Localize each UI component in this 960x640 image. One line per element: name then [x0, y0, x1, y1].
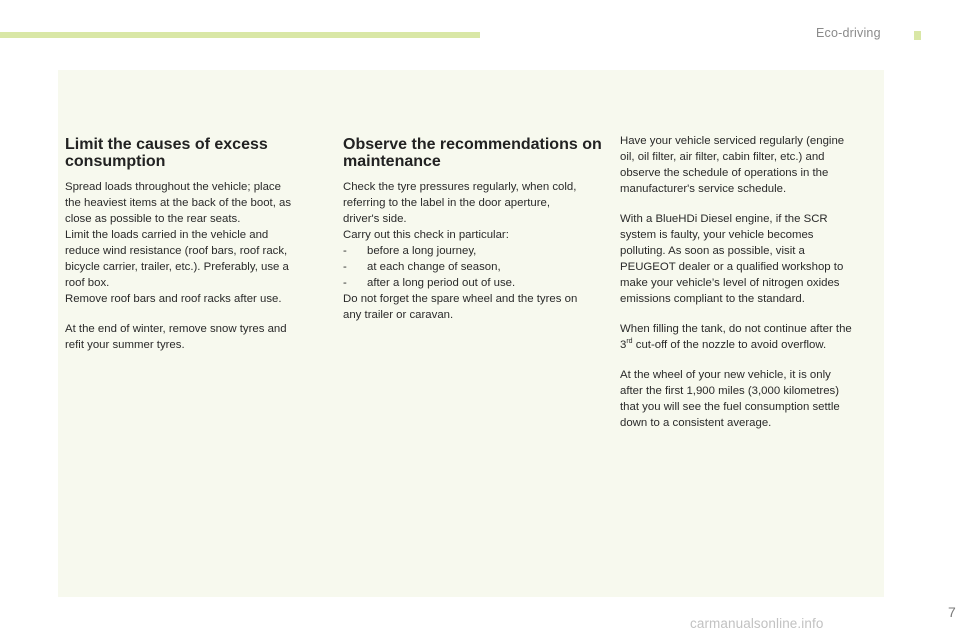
text-line: Check the tyre pressures regularly, when cold, [343, 181, 577, 193]
text-line: referring to the label in the door aperture, [343, 197, 551, 209]
text-line: Limit the loads carried in the vehicle and [65, 229, 269, 241]
column-maintenance [343, 136, 605, 323]
list-item: - at each change of season, [343, 259, 605, 275]
paragraph-spare-wheel [343, 291, 605, 323]
section-title: Eco-driving [816, 26, 881, 40]
text-line: Remove roof bars and roof racks after use. [65, 293, 282, 305]
text-line: Do not forget the spare wheel and the tyres on [343, 293, 578, 305]
check-list [343, 243, 605, 291]
text-line: any trailer or caravan. [343, 309, 454, 321]
text-line: make your vehicle’s level of nitrogen oxides [620, 277, 840, 289]
paragraph-servicing [620, 133, 880, 197]
list-item: - before a long journey, [343, 243, 605, 259]
text-line: cut-off of the nozzle to avoid overflow. [632, 339, 827, 351]
text-line: At the end of winter, remove snow tyres and [65, 323, 287, 335]
header-accent-bar [0, 32, 480, 38]
text-line: bicycle carrier, trailer, etc.). Preferably, use a [65, 261, 289, 273]
paragraph-tyre-pressure [343, 179, 605, 243]
page-number: 7 [948, 604, 956, 620]
text-line: oil, oil filter, air filter, cabin filter, etc.) and [620, 151, 825, 163]
text-line: refit your summer tyres. [65, 339, 185, 351]
text-line: down to a consistent average. [620, 417, 772, 429]
paragraph-bluehdi [620, 211, 880, 307]
text-line: observe the schedule of operations in the [620, 167, 829, 179]
section-marker [914, 31, 921, 40]
list-item: - after a long period out of use. [343, 275, 605, 291]
text-line: driver's side. [343, 213, 407, 225]
text-line: close as possible to the rear seats. [65, 213, 241, 225]
text-line: Spread loads throughout the vehicle; place [65, 181, 281, 193]
text-line: At the wheel of your new vehicle, it is only [620, 369, 831, 381]
text-line: roof box. [65, 277, 110, 289]
text-line: that you will see the fuel consumption settle [620, 401, 840, 413]
text-line: With a BlueHDi Diesel engine, if the SCR [620, 213, 828, 225]
column-servicing [620, 133, 880, 431]
heading-maintenance: Observe the recommendations on maintenance [343, 136, 602, 170]
heading-excess-consumption: Limit the causes of excess consumption [65, 136, 268, 170]
text-line: reduce wind resistance (roof bars, roof rack, [65, 245, 288, 257]
paragraph-tyres-season [65, 321, 327, 353]
text-line: emissions compliant to the standard. [620, 293, 805, 305]
text-line: Carry out this check in particular: [343, 229, 509, 241]
paragraph-loads [65, 179, 327, 307]
ordinal-suffix: rd [626, 338, 633, 346]
text-line: manufacturer's service schedule. [620, 183, 787, 195]
column-excess-consumption [65, 136, 327, 353]
text-line: 3 [620, 339, 627, 351]
text-line: Have your vehicle serviced regularly (engine [620, 135, 845, 147]
text-line: system is faulty, your vehicle becomes [620, 229, 814, 241]
text-line: PEUGEOT dealer or a qualified workshop to [620, 261, 844, 273]
text-line: the heaviest items at the back of the boot, as [65, 197, 292, 209]
text-line: after the first 1,900 miles (3,000 kilometres) [620, 385, 840, 397]
text-line: polluting. As soon as possible, visit a [620, 245, 805, 257]
watermark: carmanualsonline.info [690, 616, 824, 631]
paragraph-fuel-filling [620, 321, 880, 353]
text-line: When filling the tank, do not continue after the [620, 323, 852, 335]
paragraph-running-in [620, 367, 880, 431]
